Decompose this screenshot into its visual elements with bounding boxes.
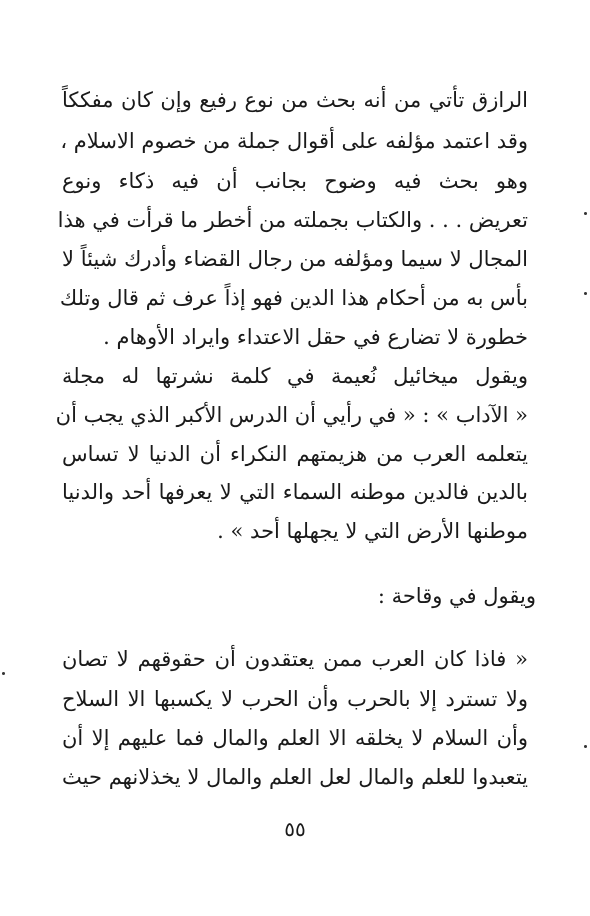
text-line: موطنها الأرض التي لا يجهلها أحد » . bbox=[217, 519, 528, 543]
text-line: المجال لا سيما ومؤلفه من رجال القضاء وأدرك شيئاً لا bbox=[62, 247, 528, 271]
text-line: ولا تسترد إلا بالحرب وأن الحرب لا يكسبها الا السلاح bbox=[62, 687, 528, 711]
scan-speck bbox=[584, 292, 587, 295]
text-line: بأس به من أحكام هذا الدين فهو إذاً عرف ثم قال وتلك bbox=[59, 286, 528, 310]
text-line: خطورة لا تضارع في حقل الاعتداء وايراد الأوهام . bbox=[103, 325, 528, 349]
page-number: ٥٥ bbox=[284, 817, 306, 841]
text-line: وقد اعتمد مؤلفه على أقوال جملة من خصوم الاسلام ، bbox=[60, 129, 528, 153]
text-line: تعريض . . . والكتاب بجملته من أخطر ما قرأت في هذا bbox=[57, 208, 528, 232]
scan-speck bbox=[584, 745, 587, 748]
text-line: يتعبدوا للعلم والمال لعل العلم والمال لا يخذلانهم حيث bbox=[62, 765, 528, 789]
text-line: بالدين فالدين موطنه السماء التي لا يعرفها أحد والدنيا bbox=[62, 480, 528, 504]
text-line: ويقول ميخائيل نُعيمة في كلمة نشرتها له مجلة bbox=[62, 364, 528, 388]
text-line: وأن السلام لا يخلقه الا العلم والمال فما عليهم إلا أن bbox=[62, 726, 528, 750]
scan-speck bbox=[584, 212, 587, 215]
text-line: « الآداب » : « في رأيي أن الدرس الأكبر الذي يجب أن bbox=[55, 403, 528, 427]
scan-speck bbox=[2, 672, 5, 675]
text-line: « فاذا كان العرب ممن يعتقدون أن حقوقهم لا تصان bbox=[62, 647, 528, 671]
text-line: الرازق تأتي من أنه بحث من نوع رفيع وإن كان مفككاً bbox=[62, 88, 528, 112]
subheading: ويقول في وقاحة : bbox=[377, 584, 536, 608]
text-line: وهو بحث فيه وضوح بجانب أن فيه ذكاء ونوع bbox=[62, 169, 528, 193]
text-line: يتعلمه العرب من هزيمتهم النكراء أن الدنيا لا تساس bbox=[62, 442, 528, 466]
